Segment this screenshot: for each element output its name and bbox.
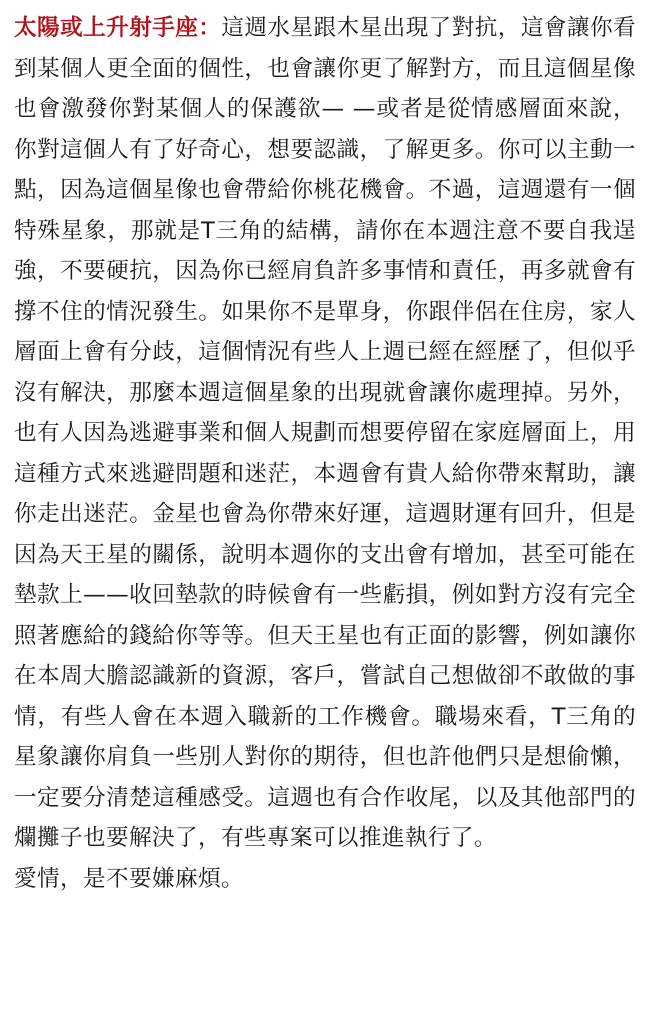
horoscope-article (14, 8, 636, 899)
love-line: 愛情，是不要嫌麻煩。 (14, 865, 244, 892)
sign-heading: 太陽或上升射手座： (14, 15, 222, 41)
horoscope-body-text: 這週水星跟木星出現了對抗，這會讓你看到某個人更全面的個性，也會讓你更了解對方，而且這個星像也會激發你對某個人的保護欲— —或者是從情感層面來說，你對這個人有了好奇心，想要認識，了解更多。你可以主動一點，因為這個星像也會帶給你桃花機會。不過，這週還有一個特殊星象，那就是T三角的結構，請你在本週注意不要自我逞強，不要硬抗，因為你已經肩負許多事情和責任，再多就會有撐不住的情況發生。如果你不是單身，你跟伴侶在住房，家人層面上會有分歧，這個情況有些人上週已經在經歷了，但似乎沒有解決，那麼本週這個星象的出現就會讓你處理掉。另外，也有人因為逃避事業和個人規劃而想要停留在家庭層面上，用這種方式來逃避問題和迷茫，本週會有貴人給你帶來幫助，讓你走出迷茫。金星也會為你帶來好運，這週財運有回升，但是因為天王星的關係，說明本週你的支出會有增加，甚至可能在墊款上——收回墊款的時候會有一些虧損，例如對方沒有完全照著應給的錢給你等等。但天王星也有正面的影響，例如讓你在本周大膽認識新的資源，客戶，嘗試自己想做卻不敢做的事情，有些人會在本週入職新的工作機會。職場來看，T三角的星象讓你肩負一些別人對你的期待，但也許他們只是想偷懶，一定要分清楚這種感受。這週也有合作收尾，以及其他部門的爛攤子也要解決了，有些專案可以推進執行了。 (14, 15, 636, 851)
horoscope-paragraph (14, 8, 636, 859)
